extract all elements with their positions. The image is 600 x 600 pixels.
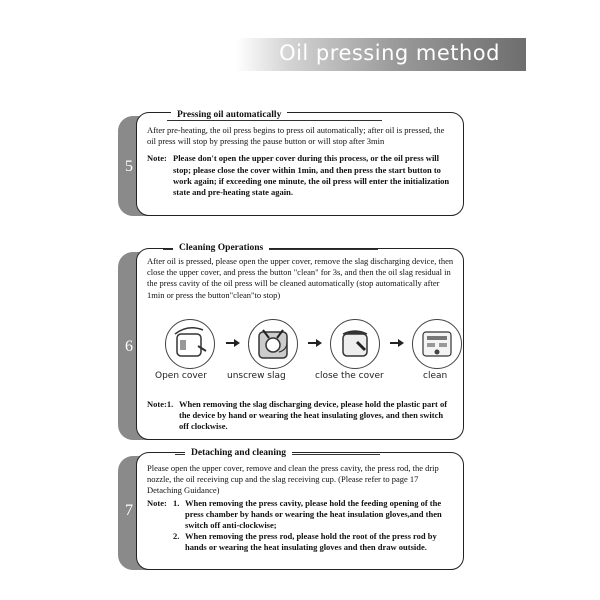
arrow-right-icon bbox=[390, 339, 404, 347]
note-item bbox=[173, 531, 455, 553]
step-description: After oil is pressed, please open the upper cover, remove the slag discharging device, then close the upper cover, and press the button "clean" for 3s, and then the oil slag residual in the press cavity of the oil press will be cleaned automatically (stop automatically after 1min or press the button"clean"to stop) bbox=[147, 256, 454, 300]
open-cover-icon bbox=[165, 319, 215, 369]
step-5-section bbox=[118, 112, 464, 216]
step-number: 6 bbox=[125, 338, 133, 355]
step-title: Pressing oil automatically bbox=[171, 110, 287, 120]
note-text: When removing the slag discharging device, please hold the plastic part of the device by hand or wearing the heat insulating gloves, and then switch off clockwise. bbox=[179, 399, 448, 432]
step-number: 5 bbox=[125, 158, 133, 175]
step-caption: Open cover bbox=[155, 371, 207, 381]
page-title: Oil pressing method bbox=[279, 41, 500, 65]
step-7-section bbox=[118, 448, 464, 570]
step-card bbox=[136, 448, 464, 570]
step-title: Detaching and cleaning bbox=[185, 448, 292, 458]
note-item bbox=[173, 498, 455, 532]
note-number: 1. bbox=[173, 497, 180, 508]
step-caption: close the cover bbox=[315, 371, 384, 381]
note-label: Note: bbox=[147, 497, 167, 508]
step-caption: unscrew slag bbox=[227, 371, 286, 381]
note-text: When removing the press rod, please hold the root of the press rod by hands or wearing the heat insulating gloves and then draw outside. bbox=[185, 531, 437, 553]
step-body bbox=[147, 125, 455, 198]
close-cover-icon bbox=[330, 319, 380, 369]
step-description: Please open the upper cover, remove and clean the press cavity, the press rod, the drip nozzle, the oil receiving cup and the slag receiving cup. (Please refer to page 17 Detaching Guidance) bbox=[147, 463, 439, 496]
step-card bbox=[136, 112, 464, 216]
note-list bbox=[173, 498, 455, 554]
step-note bbox=[147, 399, 455, 433]
step-note bbox=[147, 153, 455, 198]
step-6-section bbox=[118, 244, 464, 440]
note-label: Note: bbox=[147, 153, 167, 164]
step-caption: clean bbox=[423, 371, 448, 381]
note-text: Please don't open the upper cover during this process, or the oil press will stop; please close the cover within 1min, and then press the start button to work again; if exceeding one minute, the oil press will enter the initialization state and pre-heating state again. bbox=[173, 153, 450, 198]
arrow-right-icon bbox=[308, 339, 322, 347]
cleaning-steps-illustration bbox=[147, 319, 455, 389]
step-card bbox=[136, 243, 464, 440]
clean-button-icon bbox=[412, 319, 462, 369]
unscrew-slag-icon bbox=[248, 319, 298, 369]
note-text: When removing the press cavity, please hold the feeding opening of the press chamber by hands or wearing the heat insulation gloves,and then switch off anti-clockwise; bbox=[185, 497, 442, 531]
step-body bbox=[147, 463, 455, 554]
step-description: After pre-heating, the oil press begins to press oil automatically; after oil is pressed, the oil press will stop by pressing the pause button or will stop after 3min bbox=[147, 125, 445, 147]
step-note bbox=[147, 498, 455, 554]
arrow-right-icon bbox=[226, 339, 240, 347]
step-body bbox=[147, 256, 455, 301]
section-header-bar bbox=[236, 38, 526, 71]
step-number: 7 bbox=[125, 502, 133, 519]
note-label: Note:1. bbox=[147, 399, 174, 409]
step-title: Cleaning Operations bbox=[173, 243, 269, 253]
note-number: 2. bbox=[173, 531, 180, 542]
